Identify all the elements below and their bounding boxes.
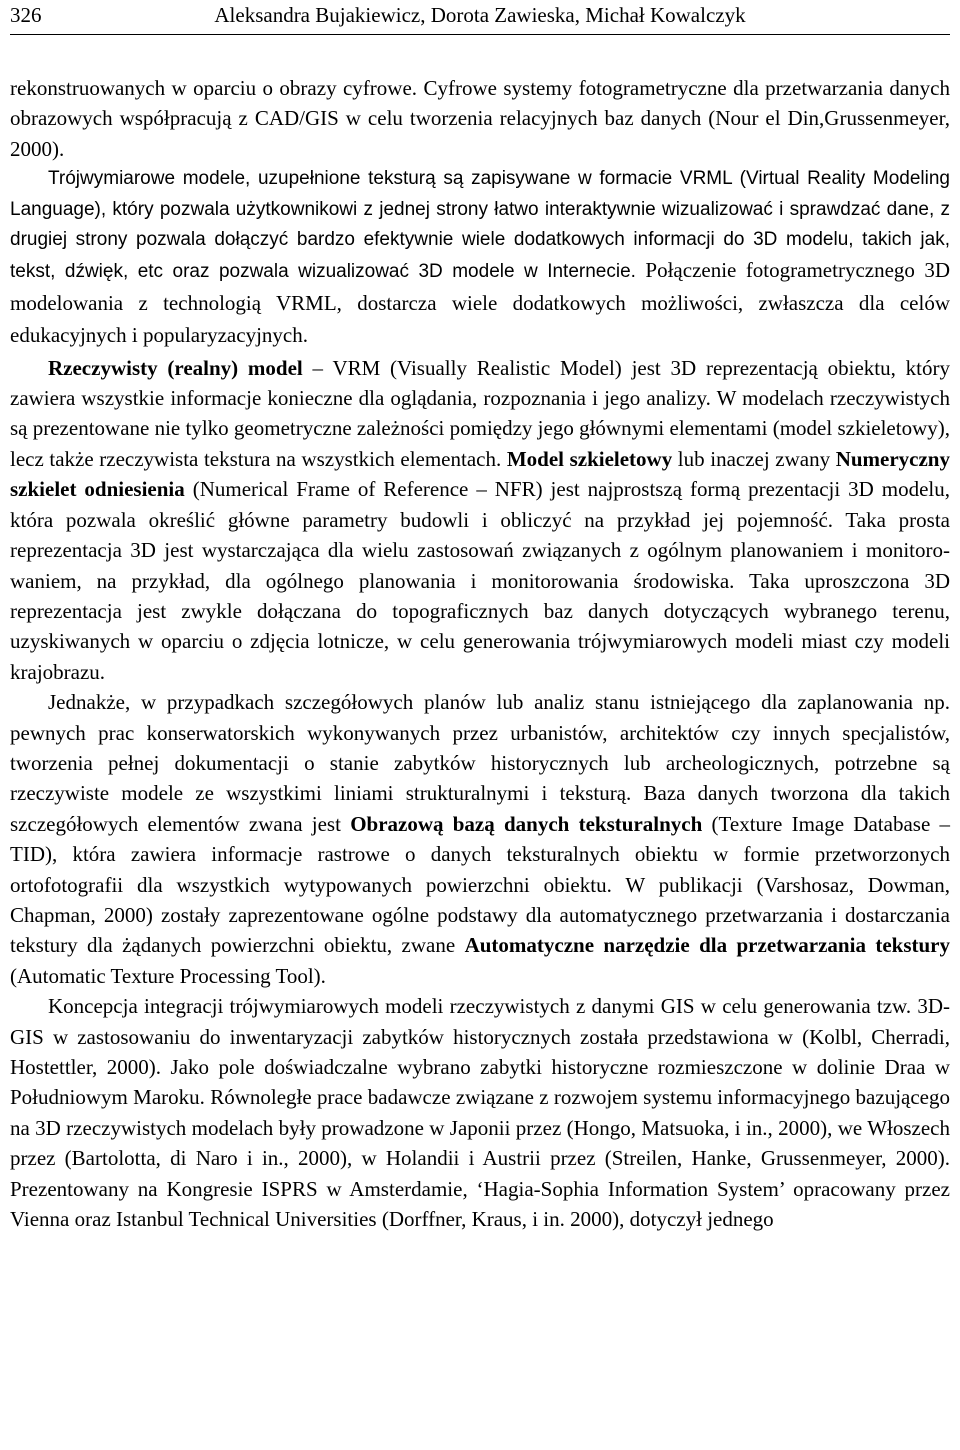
- running-head-authors: Aleksandra Bujakiewicz, Dorota Zawieska, Michał Kowalczyk: [214, 3, 746, 27]
- paragraph-2-text: Trójwymiarowe modele, uzupełnione teksturą są zapisywane w formacie VRML (Virtual Reality Modeling Language), który pozwala użytkownikowi z jednej strony łatwo interaktywnie wizualizować i sprawdzać dane, z drugiej strony pozwala dołączyć bardzo efektywnie wiele dodatkowych informacji do 3D modelu, takich jak, tekst, dźwięk, etc oraz pozwala wizualizować 3D modele w Internecie.: [10, 168, 950, 283]
- term-realistic-model: Rzeczywisty (realny) model: [48, 355, 303, 380]
- paragraph-1: [10, 73, 950, 164]
- paragraph-4-text-2: (Texture Image Database – TID), która zawiera informacje rastrowe o danych teksturalnych obiektu w formie przetworzonych ortofotografii dla wszystkich wytypowanych powierzchni obiektu. W publikacji (Varshosaz, Dowman, Chapman, 2000) zostały zaprezentowane ogólne podstawy dla automatycznego przetwarzania i dostarczania tekstury dla żądanych powierzchni obiektu, zwane: [10, 811, 951, 958]
- paragraph-5-text: Koncepcja integracji trójwymiarowych modeli rzeczywistych z danymi GIS w celu generowania tzw. 3D-GIS w zastosowaniu do inwentaryzacji zabytków historycznych została przedstawiona w (Kolbl, Cherradi, Hostettler, 2000). Jako pole doświadczalne wybrano zabytki historyczne rozmieszczone w dolinie Draa w Południowym Maroku. Równoległe prace badawcze związane z rozwojem systemu informacyjnego bazującego na 3D rzeczywistych modelach były prowadzone w Japonii przez (Hongo, Matsuoka, i in., 2000), we Włoszech przez (Bartolotta, di Naro i in., 2000), w Holandii i Austrii przez (Streilen, Hanke, Grussenmeyer, 2000). Prezentowany na Kongresie ISPRS w Amsterdamie, ‘Hagia-Sophia Information System’ opracowany przez Vienna oraz Istanbul Technical Universities (Dorffner, Kraus, i in. 2000), dotyczył jednego: [10, 994, 950, 1232]
- page-number: 326: [10, 3, 42, 27]
- paragraph-4-text-3: (Automatic Texture Processing Tool).: [10, 963, 326, 988]
- paragraph-4: [10, 687, 950, 991]
- term-texture-image-database: Obrazową bazą danych teksturalnych: [350, 811, 703, 836]
- body-text: [10, 73, 950, 1234]
- paragraph-3-intro: Połączenie fotogrametrycznego 3D modelowania z technologią VRML, dostarcza wiele dodatkowych możliwości, zwłaszcza dla celów edukacyjnych i popularyzacyjnych.: [10, 258, 951, 348]
- paragraph-5: [10, 991, 950, 1234]
- term-wireframe-model: Model szkieletowy: [506, 446, 673, 471]
- paragraph-2: [10, 164, 950, 352]
- paragraph-3: [10, 353, 950, 687]
- page-header: [10, 0, 950, 35]
- term-automatic-texture-tool: Automatyczne narzędzie dla przetwarzania tekstury: [464, 933, 950, 958]
- paragraph-3-text-3: lub inaczej zwany: [672, 446, 836, 471]
- paragraph-4-text-1: Jednakże, w przypadkach szczegółowych planów lub analiz stanu istniejącego dla zaplanowania np. pewnych prac konserwatorskich wykonywanych przez urbanistów, architektów czy innych specjalistów, tworzenia pełnej dokumentacji o stanie zabytków historycznych lub archeologicznych, potrzebne są rzeczywiste modele ze wszystkimi liniami strukturalnymi i teksturą. Baza danych tworzona dla takich szczegółowych elementów zwana jest: [10, 690, 950, 836]
- term-numerical-frame: Numeryczny szkielet odniesienia: [10, 446, 950, 502]
- paragraph-3-text-2: – VRM (Visually Realistic Model) jest 3D reprezentacją obiektu, który zawiera wszystkie informacje konieczne dla oglądania, rozpoznania i jego analizy. W modelach rzeczywistych są prezentowane nie tylko geometryczne zależności pomiędzy jego głównymi elementami (model szkieletowy), lecz także rzeczywista tekstura na wszystkich elementach.: [10, 355, 950, 471]
- paragraph-3-text-4: (Numerical Frame of Reference – NFR) jest najprostszą formą prezentacji 3D modelu, która pozwala określić główne parametry budowli i obliczyć na przykład jej pojemność. Taka prosta reprezentacja 3D jest wystarczająca dla wielu zastosowań związanych z ogólnym planowaniem i monitorowaniem, na przykład, dla ogólnego planowania i monitorowania środowiska. Taka uproszczona 3D reprezentacja jest zwykle dołączana do topograficznych baz danych dotyczących wybranego terenu, uzyskiwanych w oparciu o zdjęcia lotnicze, w celu generowania trójwymiarowych modeli miast czy modeli krajobrazu.: [10, 477, 950, 684]
- paragraph-1-text: rekonstruowanych w oparciu o obrazy cyfrowe. Cyfrowe systemy fotogrametryczne dla przetwarzania danych obrazowych współpracują z CAD/GIS w celu tworzenia relacyjnych baz danych (Nour el Din,Grussenmeyer, 2000).: [10, 76, 950, 161]
